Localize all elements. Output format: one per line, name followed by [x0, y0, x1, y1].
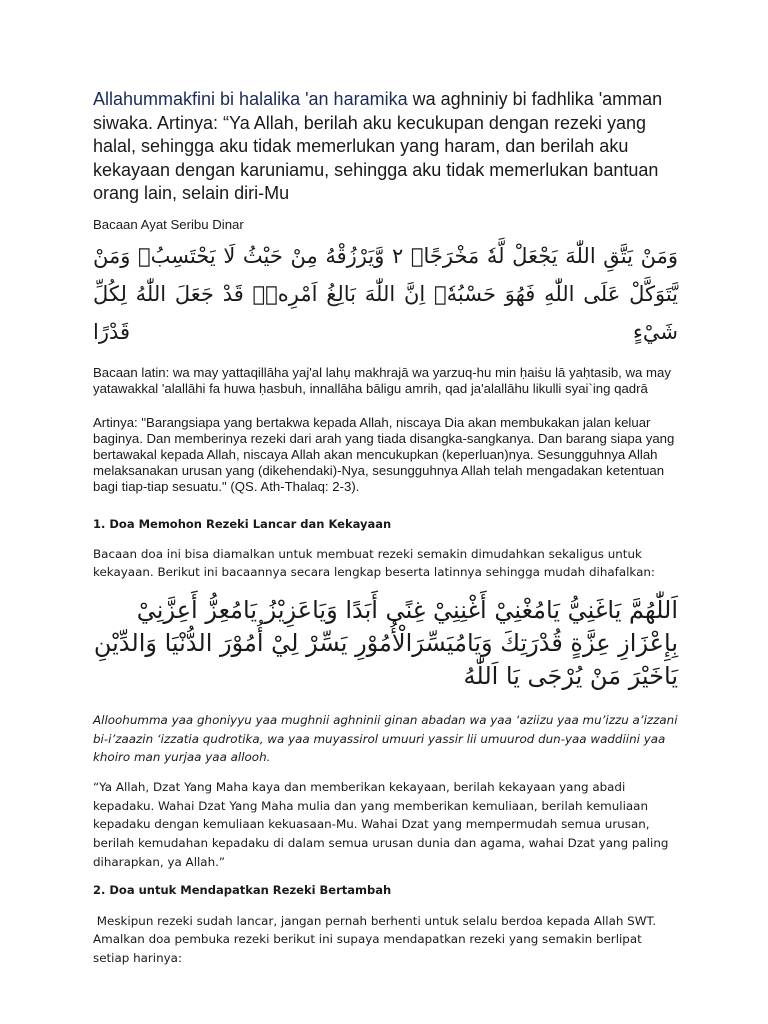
seribu-dinar-arabic: وَمَنْ يَتَّقِ اللّٰهَ يَجْعَلْ لَّهٗ مَخْرَجًاۙ ٢ وَّيَرْزُقْهُ مِنْ حَيْثُ لَا يَحْتَسِبُۗ وَمَنْ يَّتَوَكَّلْ عَلَى اللّٰهِ فَهُوَ حَسْبُهٗۗ اِنَّ اللّٰهَ بَالِغُ اَمْرِهٖۗ قَدْ جَعَلَ اللّٰهُ لِكُلِّ شَيْءٍ قَدْرًا: [93, 243, 678, 344]
section1-latin: Alloohumma yaa ghoniyyu yaa mughnii aghninii ginan abadan wa yaa ‘aziizu yaa mu’izzu a’izzani bi-i’zaazin ‘izzatia qudrotika, wa yaa muyassirol umuuri yassir lii umuurod dun-yaa waddiini yaa khoiro man yurjaa yaa allooh.: [93, 712, 678, 765]
section2-heading: 2. Doa untuk Mendapatkan Rezeki Bertambah: [93, 882, 392, 897]
seribu-dinar-translation: Artinya: "Barangsiapa yang bertakwa kepada Allah, niscaya Dia akan membukakan jalan keluar baginya. Dan memberinya rezeki dari arah yang tiada disangka-sangkanya. Dan barang siapa yang bertawakal kepada Allah, niscaya Allah akan mencukupkan (keperluan)nya. Sesungguhnya Allah melaksanakan urusan yang (dikehendaki)-Nya, sesungguhnya Allah telah mengadakan ketentuan bagi tiap-tiap sesuatu." (QS. Ath-Thalaq: 2-3).: [93, 414, 675, 494]
section2-intro: Meskipun rezeki sudah lancar, jangan pernah berhenti untuk selalu berdoa kepada Allah SWT. Amalkan doa pembuka rezeki berikut ini supaya mendapatkan rezeki yang semakin berlipat setiap harinya:: [93, 913, 660, 965]
document-page: [93, 88, 678, 979]
intro-paragraph: [93, 88, 678, 206]
section1-arabic: اَللّٰهُمَّ يَاغَنِيُّ يَامُغْنِيْ أَغْنِنِيْ غِنًى أَبَدًا وَيَاعَزِيْزُ يَامُعِزُّ أَعِزَّنِيْ بِإِعْزَازِ عِزَّةٍ قُدْرَتِكَ وَيَامُيَسِّرَالْأُمُوْرِ يَسِّرْ لِيْ أُمُوْرَ الدُّنْيَا وَالدِّيْنِ يَاخَيْرَ مَنْ يُرْجَى يَا اَللّٰهُ: [93, 595, 678, 690]
intro-text: wa aghniniy bi fadhlika 'amman siwaka. Artinya: “Ya Allah, berilah aku kecukupan dengan rezeki yang halal, sehingga aku tidak memerlukan yang haram, dan berilah aku kekayaan dengan karuniamu, sehingga aku tidak memerlukan bantuan orang lain, selain diri-Mu: [93, 89, 663, 203]
seribu-dinar-latin: Bacaan latin: wa may yattaqillāha yaj'al lahụ makhrajā wa yarzuq-hu min ḥaiṡu lā yaḥtasib, wa may yatawakkal 'alallāhi fa huwa ḥasbuh, innallāha bāligu amrih, qad ja'alallāhu likulli syai`ing qadrā: [93, 364, 671, 396]
section1-translation: “Ya Allah, Dzat Yang Maha kaya dan memberikan kekayaan, berilah kekayaan yang abadi kepadaku. Wahai Dzat Yang Maha mulia dan yang memberikan kemuliaan, berilah kemuliaan kepadaku dengan kemuliaan kekuasaan-Mu. Wahai Dzat yang mempermudah semua urusan, berilah kemudahan kepadaku di dalam semua urusan dunia dan agama, wahai Dzat yang paling diharapkan, ya Allah.”: [93, 780, 669, 869]
seribu-dinar-label: Bacaan Ayat Seribu Dinar: [93, 216, 244, 232]
section1-intro: Bacaan doa ini bisa diamalkan untuk membuat rezeki semakin dimudahkan sekaligus untuk kekayaan. Berikut ini bacaannya secara lengkap beserta latinnya sehingga mudah dihafalkan:: [93, 546, 655, 580]
section1-heading: 1. Doa Memohon Rezeki Lancar dan Kekayaan: [93, 516, 392, 531]
intro-highlight: Allahummakfini bi halalika 'an haramika: [93, 89, 408, 109]
